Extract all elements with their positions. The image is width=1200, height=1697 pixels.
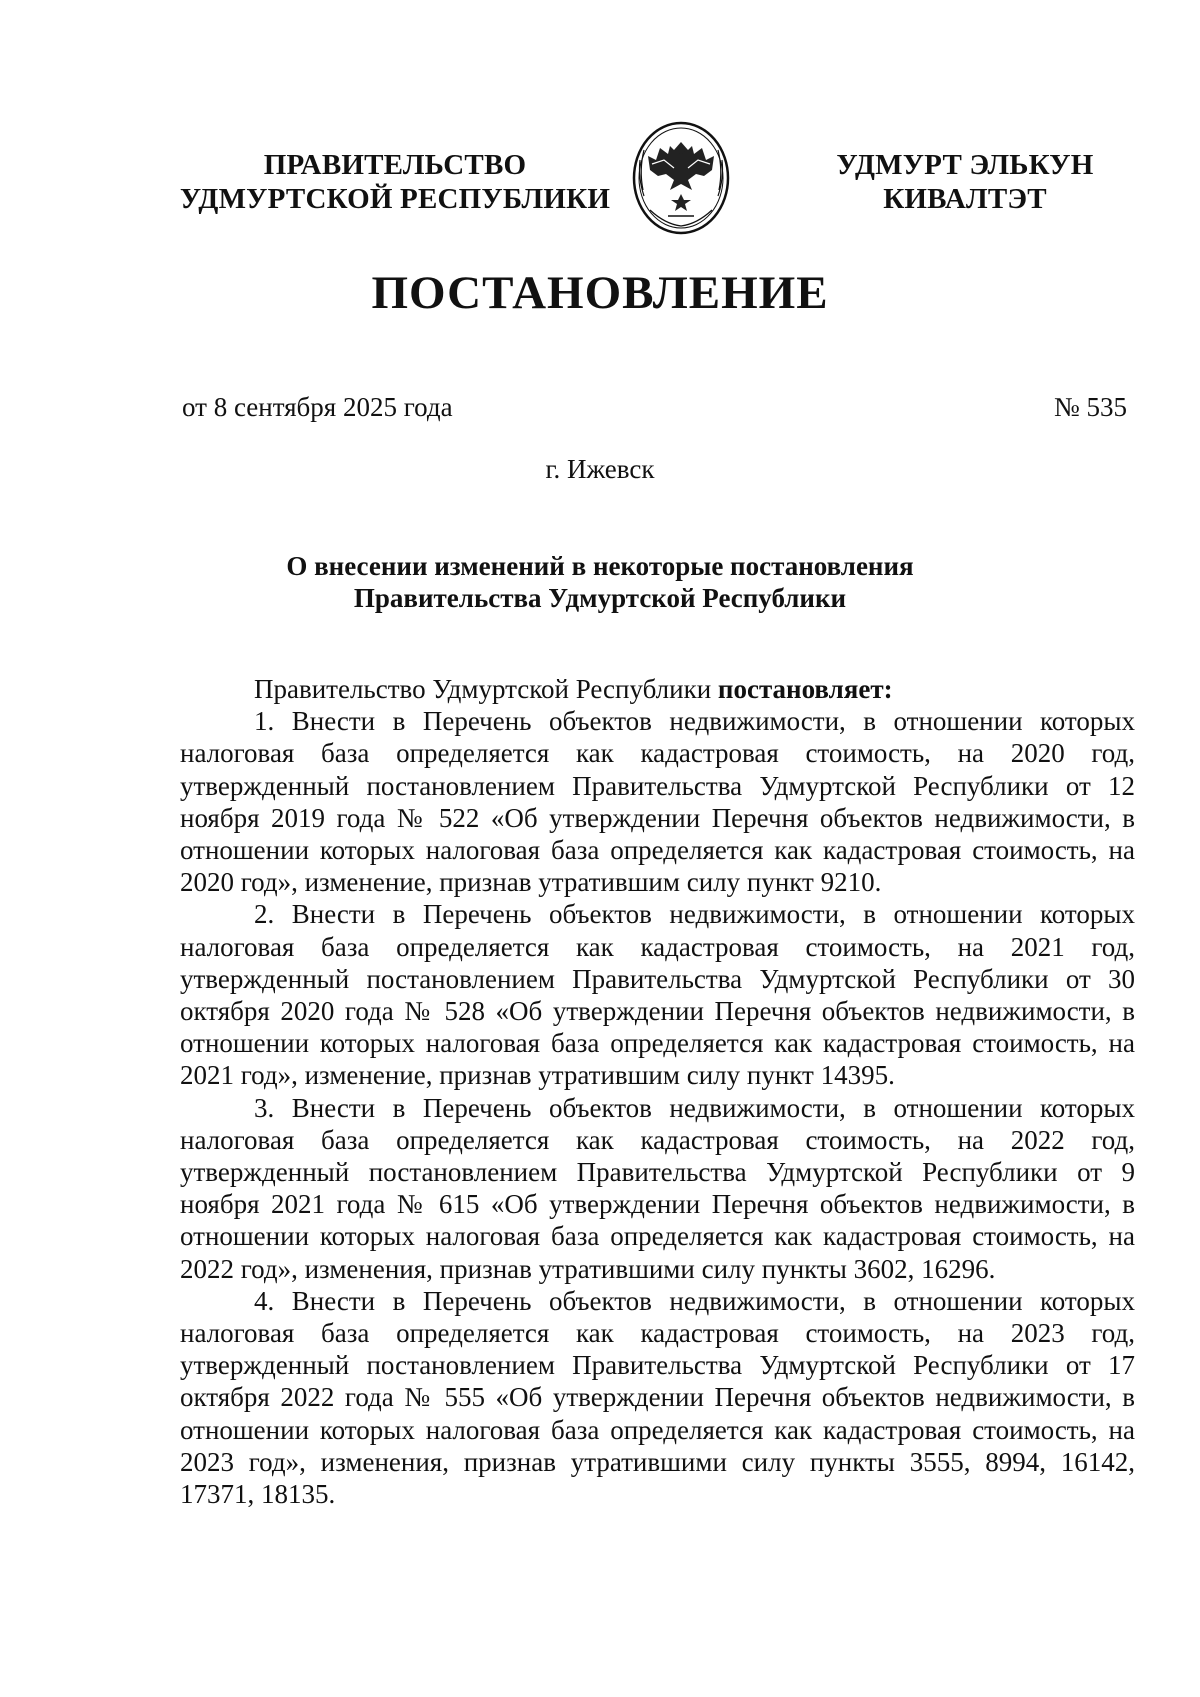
document-title-line-2: Правительства Удмуртской Республики — [353, 583, 847, 613]
government-name-udmurt — [800, 148, 1130, 216]
document-city: г. Ижевск — [545, 454, 655, 484]
government-name-udmurt-line-2: КИВАЛТЭТ — [883, 183, 1047, 215]
intro-text: Правительство Удмуртской Республики — [254, 674, 718, 704]
document-number: № 535 — [1053, 392, 1127, 422]
decree-item-1: 1. Внести в Перечень объектов недвижимости, в отношении которых налоговая база определяется как кадастровая стоимость, на 2020 год, утвержденный постановлением Правительства Удмуртской Республики от 12 ноября 2019 года № 522 «Об утверждении Перечня объектов недвижимости, в отношении которых налоговая база определяется как кадастровая стоимость, на 2020 год», изменение, признав утратившим силу пункт 9210. — [180, 706, 1135, 898]
udmurt-coat-of-arms-icon — [630, 120, 732, 236]
government-name-line-1: ПРАВИТЕЛЬСТВО — [263, 149, 527, 181]
document-type-heading: ПОСТАНОВЛЕНИЕ — [371, 267, 829, 319]
document-title-line-1: О внесении изменений в некоторые постановления — [286, 551, 914, 581]
decree-item-2: 2. Внести в Перечень объектов недвижимости, в отношении которых налоговая база определяется как кадастровая стоимость, на 2021 год, утвержденный постановлением Правительства Удмуртской Республики от 30 октября 2020 года № 528 «Об утверждении Перечня объектов недвижимости, в отношении которых налоговая база определяется как кадастровая стоимость, на 2021 год», изменение, признав утратившим силу пункт 14395. — [180, 899, 1135, 1091]
government-name-udmurt-line-1: УДМУРТ ЭЛЬКУН — [836, 149, 1094, 181]
intro-decree-word: постановляет: — [717, 674, 893, 704]
decree-item-4: 4. Внести в Перечень объектов недвижимости, в отношении которых налоговая база определяется как кадастровая стоимость, на 2023 год, утвержденный постановлением Правительства Удмуртской Республики от 17 октября 2022 года № 555 «Об утверждении Перечня объектов недвижимости, в отношении которых налоговая база определяется как кадастровая стоимость, на 2023 год», изменения, признав утратившими силу пункты 3555, 8994, 16142, 17371, 18135. — [180, 1285, 1135, 1510]
document-date: от 8 сентября 2025 года — [182, 392, 453, 422]
government-name-line-2: УДМУРТСКОЙ РЕСПУБЛИКИ — [179, 183, 611, 215]
government-name-russian — [160, 148, 630, 216]
document-body — [180, 673, 1135, 1510]
decree-item-3: 3. Внести в Перечень объектов недвижимости, в отношении которых налоговая база определяется как кадастровая стоимость, на 2022 год, утвержденный постановлением Правительства Удмуртской Республики от 9 ноября 2021 года № 615 «Об утверждении Перечня объектов недвижимости, в отношении которых налоговая база определяется как кадастровая стоимость, на 2022 год», изменения, признав утратившими силу пункты 3602, 16296. — [180, 1092, 1135, 1284]
document-title — [0, 550, 1200, 614]
intro-paragraph — [180, 673, 1135, 705]
